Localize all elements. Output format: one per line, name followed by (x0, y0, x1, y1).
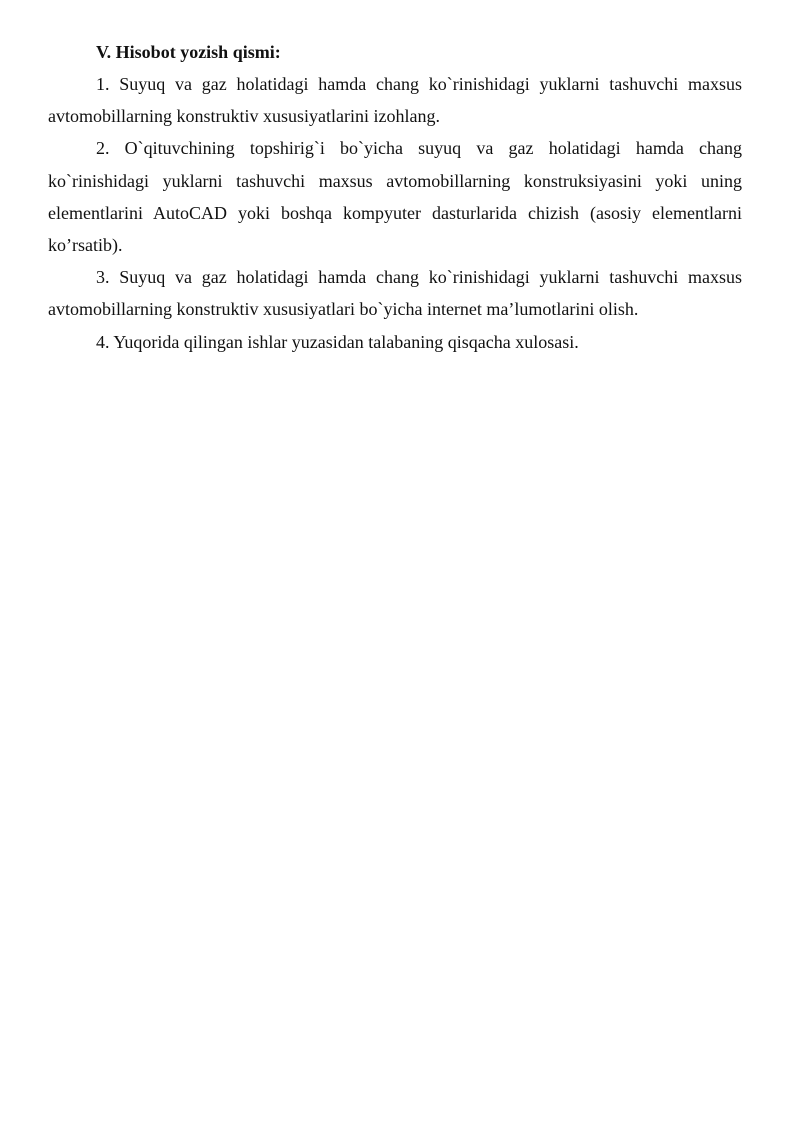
section-heading: V. Hisobot yozish qismi: (96, 42, 281, 62)
task-item-3: 3. Suyuq va gaz holatidagi hamda chang ko`rinishidagi yuklarni tashuvchi maxsus avtomobillarning konstruktiv xususiyatlari bo`yicha internet ma’lumotlarini olish. (48, 267, 742, 320)
task-item-1: 1. Suyuq va gaz holatidagi hamda chang ko`rinishidagi yuklarni tashuvchi maxsus avtomobillarning konstruktiv xususiyatlarini izohlang. (48, 74, 742, 127)
task-item-4: 4. Yuqorida qilingan ishlar yuzasidan talabaning qisqacha xulosasi. (96, 331, 579, 352)
document-page (48, 36, 742, 358)
task-item-2: 2. O`qituvchining topshirig`i bo`yicha suyuq va gaz holatidagi hamda chang ko`rinishidagi yuklarni tashuvchi maxsus avtomobillarning konstruksiyasini yoki uning elementlarini AutoCAD yoki boshqa kompyuter dasturlarida chizish (asosiy elementlarni ko’rsatib). (48, 138, 742, 256)
